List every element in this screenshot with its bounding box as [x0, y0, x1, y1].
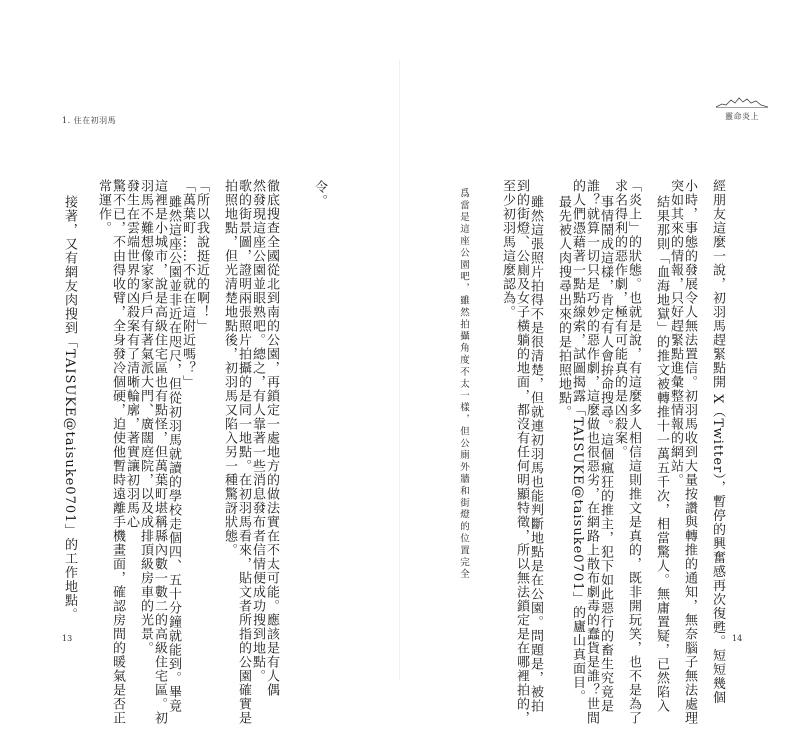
left-page-number: 13 — [62, 634, 73, 643]
right-col-6: 求名得利的惡作劇，極有可能真的是凶殺案。 — [612, 179, 627, 459]
left-top-fragment: 令。 — [312, 180, 327, 208]
right-col-12: 到的街燈、公廁及女子橫躺的地面，都沒有任何明顯特徵，所以無法鎖定是在哪裡拍的， — [514, 179, 529, 725]
left-col-9: 羽馬不難想像家家戶戶有著氣派大門、廣闊庭院，以及成排頂級房車的光景。 — [138, 179, 153, 655]
left-col-11: 驚不已，不由得收臂，全身發冷個硬，迫使他暫時遠離手機畫面，確認房間的暖氣是否正 — [110, 179, 125, 725]
left-col-4: 拍照地點，但光清楚地點後，初羽馬又陷入另一種驚訝狀態。 — [222, 179, 237, 557]
right-col-3: 突如其來的情報，只好趕緊點進彙整情報的網站。 — [668, 179, 683, 487]
left-col-13: 接著，又有網友肉搜到「TAISUKE@taisuke0701」的工作地點。 — [62, 195, 77, 622]
right-page-number: 14 — [732, 634, 743, 643]
left-col-5: 「所以我說挺近的啊！」 — [194, 179, 209, 333]
left-col-3: 歌的街景圖，證明兩張照片拍攝的是同一地點。在初羽馬看來，貼文者所指的公園確實是 — [236, 179, 251, 725]
right-col-9: 的人們憑藉著一點點線索，試圖揭露「TAISUKE@taisuke0701」的廬山真面目。 — [570, 179, 585, 704]
right-col-4: 結果那則「血海地獄」的推文被轉推十一萬五千次，相當驚人。無庸置疑，已然陷入 — [654, 195, 669, 713]
left-col-12: 常運作。 — [96, 179, 111, 235]
right-col-5: 「炎上」的狀態。也就是說，有這麼多人相信這則推文是真的，既非開玩笑，也不是為了 — [626, 179, 641, 725]
left-col-10: 發生在雲端世界的凶殺案有了清晰輪廓，著實讓初羽馬心 — [124, 179, 139, 529]
right-col-10: 最先被人肉搜尋出來的是拍照地點。 — [556, 195, 571, 419]
right-page — [400, 0, 800, 744]
left-col-1: 徹底搜查全國從北到南的公園，再鎖定一處地方的做法實在不太可能。應該是有人偶 — [264, 179, 279, 697]
right-col-1: 經朋友這麼一說，初羽馬趕緊點開 X（Twitter），暫停的興奮感再次復甦。短短幾個 — [710, 179, 725, 705]
right-col-2: 小時，事態的發展令人無法置信。初羽馬收到大量按讚與轉推的通知，無奈腦子無法處理 — [682, 179, 697, 725]
left-col-7: 雖然這座公園並非近在咫尺，但從初羽馬就讀的學校走個四、五十分鐘就能到。畢竟 — [166, 195, 181, 713]
right-running-header: 靈命炎上 — [725, 112, 759, 121]
mountain-line-ornament-icon — [716, 96, 768, 108]
right-col-11: 雖然這張照片拍得不是很清楚，但就連初羽馬也能判斷地點是在公園。問題是，被拍 — [528, 195, 543, 713]
right-col-8: 誰？就算一切只是巧妙的惡作劇，這麼做也很惡劣，在網路上散布劇毒的蠢貨是誰？世間 — [584, 179, 599, 725]
left-col-8: 這裡是小城市，說是高級住宅區也有點怪，但萬葉町堪稱縣內數一數二的高級住宅區。初 — [152, 179, 167, 725]
left-col-2: 然發現這座公園並眼熟吧。總之，有人靠著一些消息發布者信情便成功搜到地點。 — [250, 179, 265, 683]
handwritten-note: 爲當是這座公園吧，雖然拍攝角度不太一樣，但公廁外牆和街燈的位置完全 — [458, 188, 469, 581]
right-col-7: 事情鬧成這樣，肯定有人會拚命搜尋。這個瘋狂的推主，犯下如此惡行的畜生究竟是 — [598, 195, 613, 713]
left-running-header: 1. 住在初羽馬 — [62, 116, 117, 125]
right-col-13: 至少初羽馬這麼認為。 — [500, 179, 515, 319]
left-col-6: 「萬葉町……不就在這附近嗎？」 — [180, 179, 195, 389]
